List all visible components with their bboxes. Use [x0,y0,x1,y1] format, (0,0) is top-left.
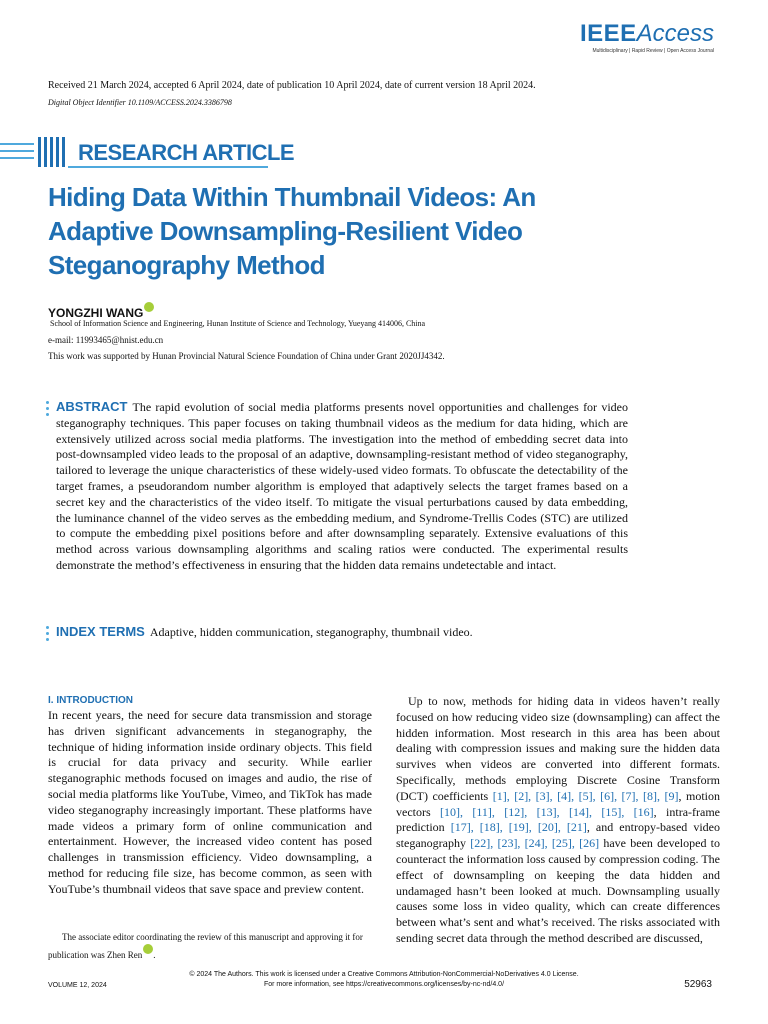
doi: Digital Object Identifier 10.1109/ACCESS.2024.3386798 [48,98,232,107]
index-terms [56,624,628,640]
author-affiliation: School of Information Science and Engineering, Hunan Institute of Science and Technology, Yueyang 414006, China [50,319,426,328]
refs-dct[interactable]: [1], [2], [3], [4], [5], [6], [7], [8], [9] [492,788,679,803]
text-run: , and entropy-based video steganography [396,820,720,851]
column-right [396,694,720,947]
license-line-1: © 2024 The Authors. This work is licensed under a Creative Commons Attribution-NonCommercial-NoDerivatives 4.0 License. [189,971,579,978]
refs-intra-frame[interactable]: [17], [18], [19], [20], [21] [450,820,587,835]
intro-paragraph-1: In recent years, the need for secure data transmission and storage has driven significant advancements in steganography, the technique of hiding information inside ordinary objects. This field is crucial for data privacy and security. While earlier steganographic methods focused on images and audio, the rise of social media platforms like YouTube, Vimeo, and TikTok has made video steganography increasingly important. These platforms have made videos a primary form of online communication and entertainment. However, the increased video content has posed challenges in transmission efficiency. Video downsampling, a method for reducing file size, has become common, as seen with YouTube’s thumbnail videos that save space and preview content. [48,708,372,896]
associate-editor-note: The associate editor coordinating the review of this manuscript and approving it for publication was Zhen Ren . [48,932,363,960]
logo-access: Access [636,20,714,47]
license-line-2[interactable]: For more information, see https://creativecommons.org/licenses/by-nc-nd/4.0/ [263,981,505,988]
text-run: Up to now, methods for hiding data in videos haven’t really focused on how reducing video size (downsampling) can affect the hidden information. Most research in this area has been about dealing with compression issues and making sure the hidden data survives when videos are converted into different formats. Specifically, methods employing Discrete Cosine Transform (DCT) coefficients [396,694,720,803]
author-name: YONGZHI WANG [48,306,144,320]
page-number: 52963 [684,979,712,990]
paper-title: Hiding Data Within Thumbnail Videos: An Adaptive Downsampling-Resilient Video Steganography Method [48,182,536,280]
refs-motion-vectors[interactable]: [10], [11], [12], [13], [14], [15], [16] [440,804,654,819]
abstract-text: The rapid evolution of social media platforms presents novel opportunities and challenges for video steganography techniques. This paper focuses on taking thumbnail videos as the medium for data hiding, which are extensively utilized across social media platforms. The investigation into the method of embedding secret data into post-downsampled video leads to the proposal of an adaptive, downsampling-resistant method of video steganography, tailored to leverage the unique characteristics of these widely-used video formats. To obfuscate the detectability of the target frames, a pseudorandom number algorithm is employed that adaptively selects the target frames based on a secret key and the characteristics of the video itself. To mitigate the visual perturbations caused by data embedding, the luminance channel of the video serves as the embedding medium, and Syndrome-Trellis Codes (STC) are utilized to compute the embedding pixel positions before and after downsampling separately. Extensive evaluations of this method across various downsampling algorithms and scaling ratios were conducted. The experimental results demonstrate the method’s effectiveness in ensuring that the hidden data remains undetectable and intact. [56,400,628,572]
index-terms-heading: INDEX TERMS [56,624,145,639]
received-dates: Received 21 March 2024, accepted 6 April 2024, date of publication 10 April 2024, date of current version 18 April 2024. [48,80,536,91]
text-run: , motion vectors [396,788,720,819]
license-footer [0,970,768,990]
abstract-dots-decoration [46,401,49,419]
volume-label: VOLUME 12, 2024 [48,982,107,989]
funding-note: This work was supported by Hunan Provincial Natural Science Foundation of China under Grant 2020JJ4342. [48,351,445,361]
refs-entropy[interactable]: [22], [23], [24], [25], [26] [470,836,600,851]
section-heading-introduction: I. INTRODUCTION [48,695,133,706]
logo-tagline: Multidisciplinary | Rapid Review | Open Access Journal [592,48,714,54]
index-terms-text: Adaptive, hidden communication, steganography, thumbnail video. [149,625,473,639]
text-run: , intra-frame prediction [396,804,720,835]
intro-paragraph-2 [396,694,720,947]
article-type-label: RESEARCH ARTICLE [78,140,295,165]
editor-note-text: The associate editor coordinating the review of this manuscript and approving it for publication was Zhen Ren [48,932,363,960]
index-terms-dots-decoration [46,626,49,644]
abstract [56,399,628,574]
orcid-icon[interactable] [144,302,154,312]
author-email: e-mail: 11993465@hnist.edu.cn [48,335,164,345]
editor-orcid-icon[interactable] [143,944,153,954]
banner-underline [68,166,268,168]
abstract-heading: ABSTRACT [56,399,128,414]
author-line [48,302,154,320]
journal-logo [580,22,714,54]
banner-bars-decoration [0,137,70,167]
logo-ieee: IEEE [579,20,637,47]
column-left [48,694,372,898]
text-run: have been developed to counteract the information loss caused by compression coding. The effect of downsampling on keeping the data hidden and undamaged hasn’t been looked at much. Downsampling usually causes some loss in video quality, which can create differences between what’s sent and what’s received. The risks associated with sending secret data through the method described are discussed, [396,836,721,945]
